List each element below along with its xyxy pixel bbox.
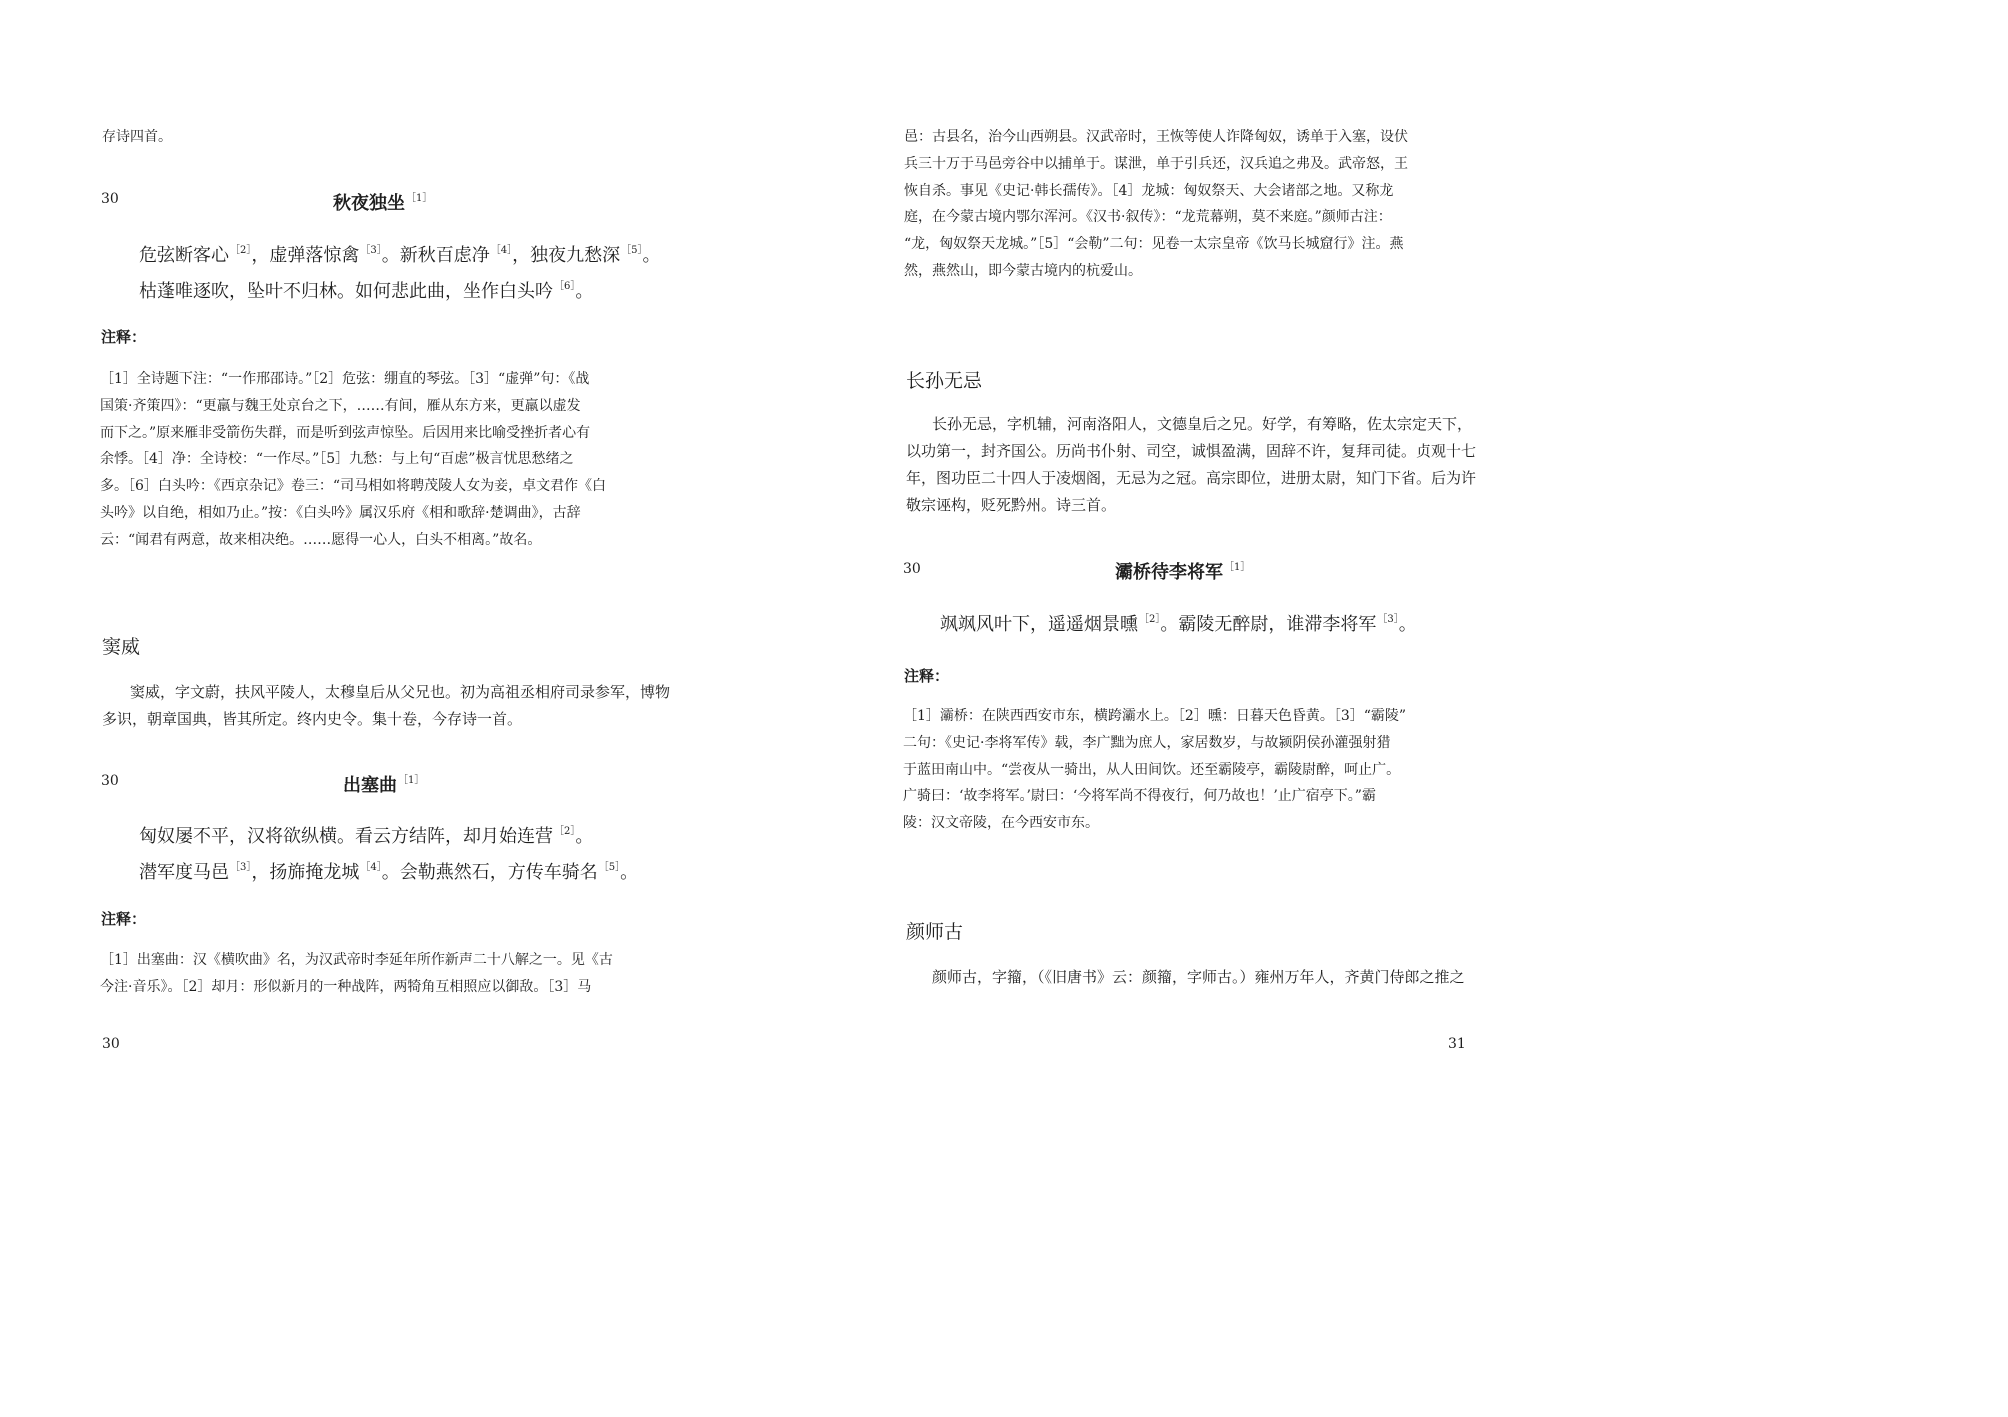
note-line: 广骑曰：‘故李将军。’尉曰：‘今将军尚不得夜行，何乃故也！’止广宿亭下。”霸 (903, 788, 1376, 805)
poem-title-text: 秋夜独坐 (333, 193, 405, 214)
note-marker: ［6］ (554, 281, 576, 292)
poem-segment: 。 (575, 826, 594, 847)
note-line: 恢自杀。事见《史记·韩长孺传》。［4］龙城：匈奴祭天、大会诸部之地。又称龙 (904, 182, 1394, 199)
bio-line: 以功第一，封齐国公。历尚书仆射、司空，诚惧盈满，固辞不许，复拜司徒。贞观十七 (906, 442, 1477, 460)
poem-segment: ，独夜九愁深 (512, 245, 621, 266)
poem-title (333, 189, 432, 215)
notes-continuation (904, 124, 1484, 285)
intro-tail-text: 存诗四首。 (102, 129, 172, 145)
bio-line: 多识，朝章国典，皆其所定。终内史令。集十卷，今存诗一首。 (102, 710, 523, 728)
page-number: 30 (102, 1036, 120, 1052)
poem-line (940, 604, 1417, 640)
poem-segment: 。 (575, 281, 594, 302)
note-marker: ［4］ (360, 862, 382, 873)
note-line: 邑：古县名，治今山西朔县。汉武帝时，王恢等使人诈降匈奴，诱单于入塞，设伏 (904, 129, 1408, 145)
poem-segment: 匈奴屡不平，汉将欲纵横。看云方结阵，却月始连营 (139, 826, 553, 847)
poem-segment: 飒飒风叶下，遥遥烟景曛 (940, 614, 1138, 635)
note-line: 多。［6］白头吟：《西京杂记》卷三：“司马相如将聘茂陵人女为妾，卓文君作《白 (100, 478, 607, 495)
author-bio (906, 964, 1486, 991)
note-marker: ［4］ (490, 245, 513, 256)
note-line: ［1］全诗题下注：“一作邢邵诗。”［2］危弦：绷直的琴弦。［3］“虚弹”句：《战 (100, 371, 590, 387)
note-line: ［1］灞桥：在陕西西安市东，横跨灞水上。［2］曛：日暮天色昏黄。［3］“霸陵” (903, 708, 1407, 724)
poem-number: 30 (101, 773, 119, 789)
bio-line: 窦威，字文蔚，扶风平陵人，太穆皇后从父兄也。初为高祖丞相府司录参军，博物 (130, 683, 671, 701)
poem-title-note-marker: ［1］ (1224, 562, 1251, 573)
note-marker: ［5］ (621, 245, 643, 256)
author-heading: 窦威 (102, 636, 141, 658)
poem-title-text: 灞桥待李将军 (1115, 562, 1223, 583)
poem-segment: 。新秋百虑净 (381, 245, 490, 266)
notes-label: 注释： (101, 910, 147, 928)
bio-line: 长孙无忌，字机辅，河南洛阳人，文德皇后之兄。好学，有筹略，佐太宗定天下， (932, 415, 1473, 433)
note-line: 而下之。”原来雁非受箭伤失群，而是听到弦声惊坠。后因用来比喻受挫折者心有 (100, 424, 591, 441)
poem-line (139, 235, 661, 271)
poem-title (343, 771, 424, 797)
note-marker: ［5］ (598, 862, 621, 873)
note-line: 然，燕然山，即今蒙古境内的杭爱山。 (904, 262, 1142, 279)
poem-segment: ，虚弹落惊禽 (251, 245, 360, 266)
note-line: 云：“闻君有两意，故来相决绝。……愿得一心人，白头不相离。”故名。 (100, 531, 542, 548)
notes-block (100, 947, 680, 1001)
note-line: 今注·音乐》。［2］却月：形似新月的一种战阵，两犄角互相照应以御敌。［3］马 (100, 978, 592, 995)
bio-line: 敬宗诬构，贬死黔州。诗三首。 (906, 496, 1117, 514)
author-heading: 长孙无忌 (906, 370, 983, 392)
note-line: ［1］出塞曲：汉《横吹曲》名，为汉武帝时李延年所作新声二十八解之一。见《古 (100, 952, 613, 968)
note-line: 头吟》以自绝，相如乃止。”按：《白头吟》属汉乐府《相和歌辞·楚调曲》，古辞 (100, 504, 581, 521)
note-marker: ［2］ (230, 245, 252, 256)
poem-body (139, 816, 638, 888)
author-bio (906, 411, 1486, 519)
poem-number: 30 (101, 191, 119, 207)
note-line: 陵：汉文帝陵，在今西安市东。 (903, 815, 1099, 832)
bio-line: 年，图功臣二十四人于凌烟阁，无忌为之冠。高宗即位，进册太尉，知门下省。后为许 (906, 469, 1477, 487)
note-line: 余悸。［4］净：全诗校：“一作尽。”［5］九愁：与上句“百虑”极言忧思愁绪之 (100, 451, 574, 468)
note-line: “龙，匈奴祭天龙城。”［5］“会勒”二句：见卷一太宗皇帝《饮马长城窟行》注。燕 (904, 236, 1404, 253)
bio-line: 颜师古，字籀，（《旧唐书》云：颜籀，字师古。）雍州万年人，齐黄门侍郎之推之 (932, 968, 1465, 986)
poem-title (1115, 558, 1250, 584)
poem-segment: 危弦断客心 (139, 245, 229, 266)
poem-segment: 枯蓬唯逐吹，坠叶不归林。如何悲此曲，坐作白头吟 (139, 281, 553, 302)
author-heading: 颜师古 (906, 921, 964, 943)
note-line: 二句：《史记·李将军传》载，李广黜为庶人，家居数岁，与故颍阴侯孙灌强射猎 (903, 734, 1391, 751)
poem-title-note-marker: ［1］ (406, 193, 433, 204)
notes-block (903, 703, 1483, 837)
poem-segment: 。霸陵无醉尉，谁滞李将军 (1160, 614, 1377, 635)
poem-body (139, 235, 661, 307)
poem-title-text: 出塞曲 (343, 775, 397, 796)
right-page (780, 0, 1559, 1100)
page-number: 31 (1448, 1036, 1466, 1052)
note-marker: ［3］ (230, 862, 252, 873)
poem-segment: 。 (642, 245, 661, 266)
poem-body (940, 604, 1417, 640)
note-marker: ［2］ (1139, 614, 1161, 625)
notes-label: 注释： (101, 328, 147, 346)
notes-label: 注释： (904, 667, 950, 685)
note-marker: ［2］ (554, 826, 576, 837)
author-bio (102, 679, 682, 733)
poem-line (139, 816, 638, 852)
left-page (0, 0, 780, 1100)
poem-segment: ，扬旆掩龙城 (251, 862, 360, 883)
note-line: 兵三十万于马邑旁谷中以捕单于。谋泄，单于引兵还，汉兵追之弗及。武帝怒，王 (904, 155, 1408, 172)
poem-segment: 潜军度马邑 (139, 862, 229, 883)
poem-segment: 。 (620, 862, 639, 883)
poem-title-note-marker: ［1］ (398, 775, 425, 786)
poem-line (139, 271, 661, 307)
note-marker: ［3］ (360, 245, 382, 256)
poem-number: 30 (903, 561, 921, 577)
notes-block (100, 366, 680, 554)
poem-line (139, 852, 638, 888)
poem-segment: 。 (1398, 614, 1417, 635)
note-line: 于蓝田南山中。“尝夜从一骑出，从人田间饮。还至霸陵亭，霸陵尉醉，呵止广。 (903, 761, 1401, 778)
note-marker: ［3］ (1377, 614, 1399, 625)
note-line: 庭，在今蒙古境内鄂尔浑河。《汉书·叙传》：“龙荒幕朔，莫不来庭。”颜师古注： (904, 209, 1392, 226)
note-line: 国策·齐策四》：“更羸与魏王处京台之下，……有间，雁从东方来，更羸以虚发 (100, 397, 581, 414)
poem-segment: 。会勒燕然石，方传车骑名 (381, 862, 598, 883)
